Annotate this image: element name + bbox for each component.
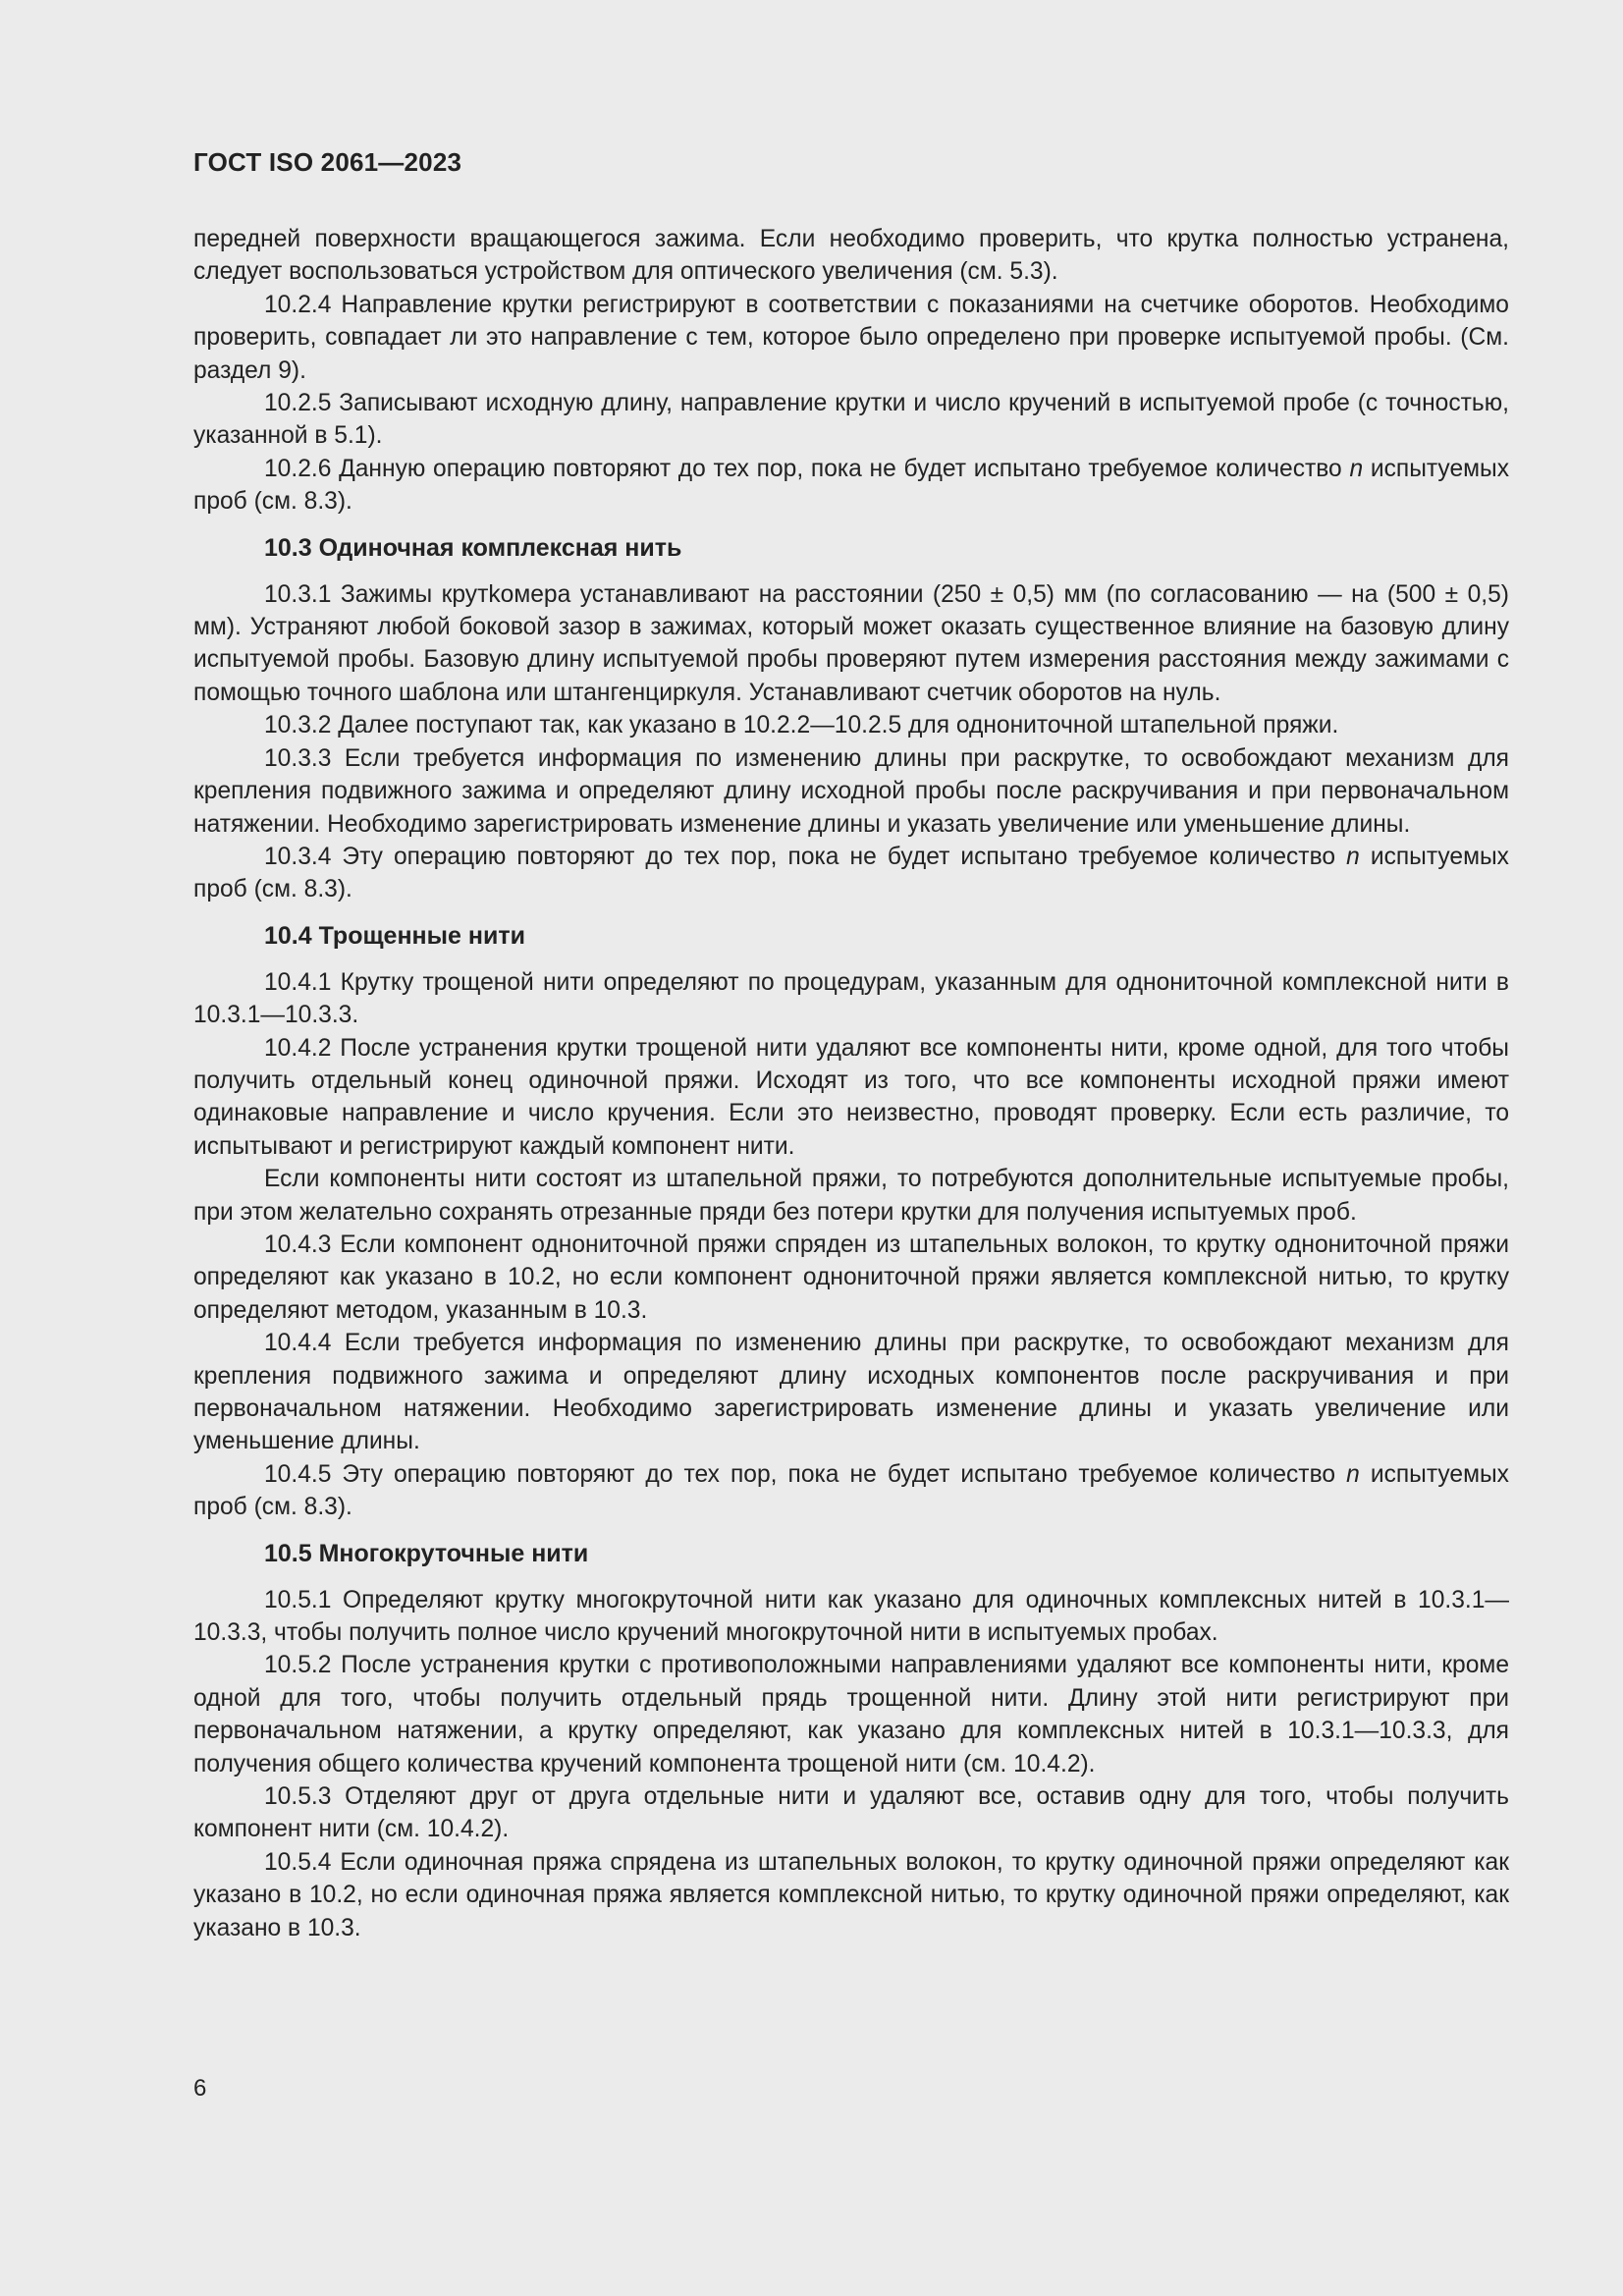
- paragraph-10-2-6-end: испытуемых проб (см. 8.3).: [193, 455, 1510, 516]
- document-header: ГОСТ ISO 2061—2023: [193, 147, 462, 177]
- paragraph-10-2-6-start: 10.2.6 Данную операцию повторяют до тех пор, пока не будет испытано требуемое количество: [264, 455, 1342, 482]
- paragraph-10-2-4: 10.2.4 Направление крутки регистрируют в соответствии с показаниями на счетчике оборотов. Необходимо проверить, совпадает ли это направление с тем, которое было определено при проверке испытуемой пробы. (См. раздел 9).: [193, 291, 1509, 384]
- section-heading-10-4: 10.4 Трощенные нити: [264, 921, 525, 950]
- paragraph-10-3-3: 10.3.3 Если требуется информация по изменению длины при раскрутке, то освобождают механизм для крепления подвижного зажима и определяют длину исходной пробы после раскручивания и при первоначальном натяжении. Необходимо зарегистрировать изменение длины и указать увеличение или уменьшение длины.: [193, 744, 1509, 838]
- variable-n: n: [1349, 455, 1364, 482]
- paragraph-10-4-5-end: испытуемых проб (см. 8.3).: [193, 1460, 1509, 1521]
- page-number: 6: [193, 2075, 207, 2102]
- paragraph-10-3-4-start: 10.3.4 Эту операцию повторяют до тех пор, пока не будет испытано требуемое количество: [264, 843, 1336, 870]
- paragraph-10-4-2: 10.4.2 После устранения крутки трощеной нити удаляют все компоненты нити, кроме одной, для того чтобы получить отдельный конец одиночной пряжи. Исходят из того, что все компоненты исходной пряжи имеют одинаковые направление и число кручения. Если это неизвестно, проводят проверку. Если есть различие, то испытывают и регистрируют каждый компонент нити.: [193, 1034, 1509, 1160]
- paragraph-10-2-5: 10.2.5 Записывают исходную длину, направление крутки и число кручений в испытуемой пробе (с точностью, указанной в 5.1).: [193, 390, 1509, 450]
- document-body: [193, 223, 1509, 1944]
- paragraph-10-3-2: 10.3.2 Далее поступают так, как указано в 10.2.2—10.2.5 для однониточной штапельной пряжи.: [264, 712, 1339, 739]
- paragraph-10-4-1: 10.4.1 Крутку трощеной нити определяют по процедурам, указанным для однониточной комплексной нити в 10.3.1—10.3.3.: [193, 968, 1509, 1029]
- paragraph-10-4-4: 10.4.4 Если требуется информация по изменению длины при раскрутке, то освобождают механизм для крепления подвижного зажима и определяют длину исходных компонентов после раскручивания и при первоначальном натяжении. Необходимо зарегистрировать изменение длины и указать увеличение или уменьшение длины.: [193, 1330, 1509, 1455]
- paragraph-10-5-3: 10.5.3 Отделяют друг от друга отдельные нити и удаляют все, оставив одну для того, чтобы получить компонент нити (см. 10.4.2).: [193, 1783, 1509, 1843]
- paragraph-10-5-1: 10.5.1 Определяют крутку многокруточной нити как указано для одиночных комплексных нитей в 10.3.1—10.3.3, чтобы получить полное число кручений многокруточной нити в испытуемых пробах.: [193, 1586, 1509, 1647]
- paragraph-10-2-6: [193, 453, 1509, 519]
- paragraph-10-4-2-note: Если компоненты нити состоят из штапельной пряжи, то потребуются дополнительные испытуемые пробы, при этом желательно сохранять отрезанные пряди без потери крутки для получения испытуемых проб.: [193, 1166, 1509, 1226]
- paragraph-continuation: передней поверхности вращающегося зажима. Если необходимо проверить, что крутка полностью устранена, следует воспользоваться устройством для оптического увеличения (см. 5.3).: [193, 226, 1509, 286]
- variable-n: n: [1346, 1460, 1360, 1488]
- paragraph-10-3-4-end: испытуемых проб (см. 8.3).: [193, 843, 1509, 903]
- paragraph-10-4-5-start: 10.4.5 Эту операцию повторяют до тех пор, пока не будет испытано требуемое количество: [264, 1460, 1336, 1488]
- section-heading-10-3: 10.3 Одиночная комплексная нить: [264, 533, 682, 562]
- paragraph-10-4-5: [193, 1458, 1509, 1524]
- variable-n: n: [1346, 843, 1360, 870]
- paragraph-10-5-4: 10.5.4 Если одиночная пряжа спрядена из штапельных волокон, то крутку одиночной пряжи определяют как указано в 10.2, но если одиночная пряжа является комплексной нитью, то крутку одиночной пряжи определяют, как указано в 10.3.: [193, 1848, 1509, 1941]
- paragraph-10-3-4: [193, 841, 1509, 906]
- paragraph-10-3-1: 10.3.1 Зажимы крутkомера устанавливают на расстоянии (250 ± 0,5) мм (по согласованию — на (500 ± 0,5) мм). Устраняют любой боковой зазор в зажимах, который может оказать существенное влияние на базовую длину испытуемой пробы. Базовую длину испытуемой пробы проверяют путем измерения расстояния между зажимами с помощью точного шаблона или штангенциркуля. Устанавливают счетчик оборотов на нуль.: [193, 580, 1509, 706]
- paragraph-10-5-2: 10.5.2 После устранения крутки с противоположными направлениями удаляют все компоненты нити, кроме одной для того, чтобы получить отдельный прядь трощенной нити. Длину этой нити регистрируют при первоначальном натяжении, а крутку определяют, как указано для комплексных нитей в 10.3.1—10.3.3, для получения общего количества кручений компонента трощеной нити (см. 10.4.2).: [193, 1652, 1509, 1777]
- section-heading-10-5: 10.5 Многокруточные нити: [264, 1539, 589, 1567]
- paragraph-10-4-3: 10.4.3 Если компонент однониточной пряжи спряден из штапельных волокон, то крутку однониточной пряжи определяют как указано в 10.2, но если компонент однониточной пряжи является комплексной нитью, то крутку определяют методом, указанным в 10.3.: [193, 1230, 1509, 1324]
